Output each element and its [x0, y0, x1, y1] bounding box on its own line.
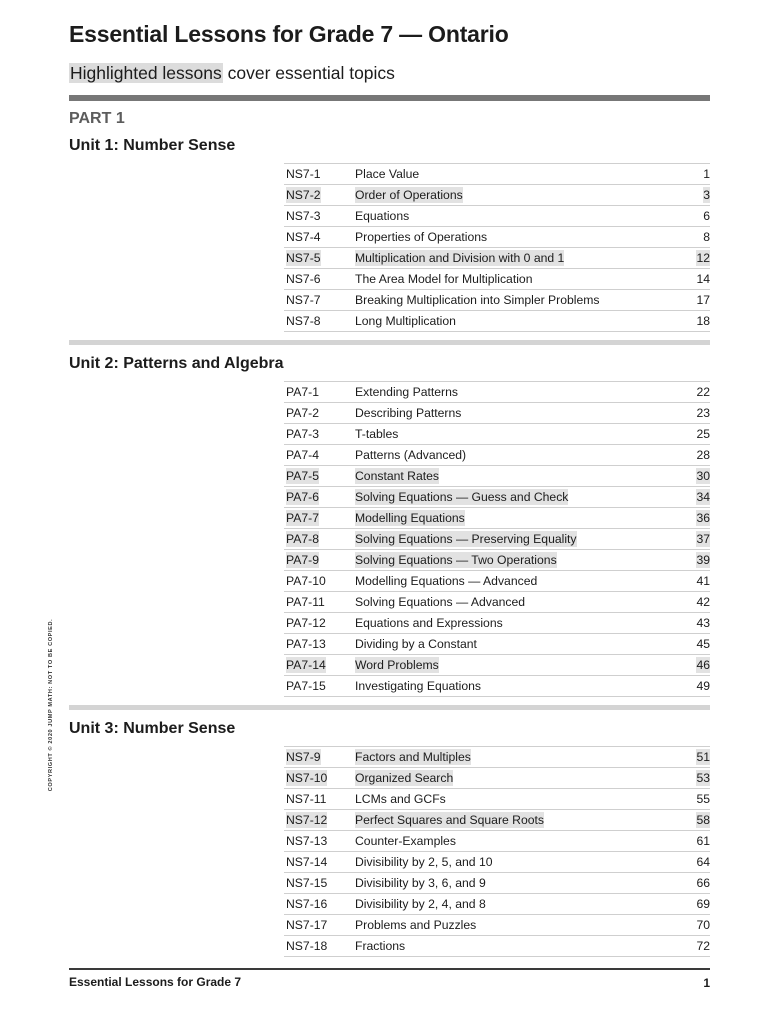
lesson-page-number: 70	[696, 918, 710, 932]
lesson-page-number: 53	[696, 771, 710, 785]
lesson-code: PA7-8	[286, 532, 319, 546]
lesson-page-number: 64	[696, 855, 710, 869]
lesson-page-number: 45	[696, 637, 710, 651]
lesson-row	[284, 747, 710, 768]
lesson-page-number: 37	[696, 532, 710, 546]
footer-divider	[69, 968, 710, 970]
lesson-page-number: 25	[696, 427, 710, 441]
lesson-code: NS7-16	[286, 897, 328, 911]
lesson-row	[284, 613, 710, 634]
lesson-name: Equations and Expressions	[355, 616, 503, 630]
lesson-page-number: 36	[696, 511, 710, 525]
lesson-row	[284, 915, 710, 936]
lesson-name: Fractions	[355, 939, 406, 953]
lesson-code: PA7-1	[286, 385, 319, 399]
lesson-code: NS7-13	[286, 834, 328, 848]
unit-3-title: Unit 3: Number Sense	[69, 720, 236, 737]
lesson-row	[284, 550, 710, 571]
lesson-row	[284, 768, 710, 789]
lesson-name: Long Multiplication	[355, 314, 456, 328]
lesson-code: NS7-4	[286, 230, 321, 244]
lesson-row	[284, 852, 710, 873]
lesson-row	[284, 206, 710, 227]
lesson-page-number: 14	[696, 272, 710, 286]
lesson-row	[284, 810, 710, 831]
lesson-page-number: 69	[696, 897, 710, 911]
lesson-page-number: 61	[696, 834, 710, 848]
lesson-row	[284, 529, 710, 550]
lesson-name: Counter-Examples	[355, 834, 456, 848]
page-title: Essential Lessons for Grade 7 — Ontario	[69, 21, 509, 47]
lesson-name: Patterns (Advanced)	[355, 448, 467, 462]
lesson-page-number: 51	[696, 750, 710, 764]
lesson-code: PA7-12	[286, 616, 326, 630]
lesson-row	[284, 185, 710, 206]
lesson-code: NS7-7	[286, 293, 321, 307]
lesson-row	[284, 164, 710, 185]
lesson-name: Word Problems	[355, 658, 439, 672]
lesson-row	[284, 894, 710, 915]
lesson-name: Multiplication and Division with 0 and 1	[355, 251, 565, 265]
lesson-row	[284, 508, 710, 529]
lesson-row	[284, 655, 710, 676]
lesson-page-number: 72	[696, 939, 710, 953]
lesson-row	[284, 634, 710, 655]
lesson-code: PA7-5	[286, 469, 319, 483]
subtitle-highlighted-text: Highlighted lessons	[70, 63, 222, 83]
lesson-name: Divisibility by 2, 5, and 10	[355, 855, 493, 869]
lesson-row	[284, 248, 710, 269]
lesson-code: NS7-17	[286, 918, 328, 932]
lesson-code: PA7-2	[286, 406, 319, 420]
header-divider	[69, 95, 710, 101]
lesson-row	[284, 466, 710, 487]
lesson-row	[284, 424, 710, 445]
unit-3-lesson-table	[284, 746, 710, 957]
lesson-code: NS7-8	[286, 314, 321, 328]
lesson-code: NS7-6	[286, 272, 321, 286]
lesson-code: PA7-3	[286, 427, 319, 441]
lesson-name: Dividing by a Constant	[355, 637, 477, 651]
lesson-page-number: 17	[696, 293, 710, 307]
footer-page-number: 1	[703, 976, 710, 990]
lesson-name: T-tables	[355, 427, 399, 441]
lesson-name: Describing Patterns	[355, 406, 462, 420]
lesson-name: Problems and Puzzles	[355, 918, 477, 932]
lesson-row	[284, 676, 710, 697]
lesson-page-number: 43	[696, 616, 710, 630]
lesson-page-number: 55	[696, 792, 710, 806]
lesson-row	[284, 571, 710, 592]
lesson-row	[284, 269, 710, 290]
subtitle	[69, 61, 395, 85]
lesson-code: PA7-9	[286, 553, 319, 567]
lesson-name: Factors and Multiples	[355, 750, 471, 764]
lesson-page-number: 49	[696, 679, 710, 693]
lesson-row	[284, 382, 710, 403]
lesson-row	[284, 290, 710, 311]
lesson-name: Extending Patterns	[355, 385, 458, 399]
lesson-row	[284, 311, 710, 332]
lesson-code: NS7-11	[286, 792, 327, 806]
unit-1-divider	[69, 340, 710, 345]
lesson-code: NS7-18	[286, 939, 328, 953]
lesson-code: PA7-13	[286, 637, 326, 651]
lesson-row	[284, 487, 710, 508]
lesson-code: PA7-14	[286, 658, 326, 672]
lesson-name: Divisibility by 2, 4, and 8	[355, 897, 486, 911]
lesson-code: NS7-15	[286, 876, 328, 890]
lesson-page-number: 18	[696, 314, 710, 328]
lesson-page-number: 41	[696, 574, 710, 588]
lesson-code: NS7-12	[286, 813, 328, 827]
lesson-name: Investigating Equations	[355, 679, 482, 693]
lesson-code: PA7-10	[286, 574, 326, 588]
lesson-code: PA7-6	[286, 490, 319, 504]
lesson-code: PA7-15	[286, 679, 326, 693]
lesson-code: NS7-10	[286, 771, 328, 785]
lesson-page-number: 22	[696, 385, 710, 399]
lesson-name: Solving Equations — Two Operations	[355, 553, 557, 567]
lesson-name: Modelling Equations — Advanced	[355, 574, 538, 588]
lesson-name: Perfect Squares and Square Roots	[355, 813, 545, 827]
lesson-name: Properties of Operations	[355, 230, 488, 244]
lesson-page-number: 1	[703, 167, 710, 181]
lesson-row	[284, 592, 710, 613]
lesson-name: Constant Rates	[355, 469, 440, 483]
lesson-row	[284, 831, 710, 852]
lesson-page-number: 66	[696, 876, 710, 890]
copyright-text: COPYRIGHT © 2020 JUMP MATH: NOT TO BE COPIED.	[48, 618, 54, 792]
lesson-name: LCMs and GCFs	[355, 792, 446, 806]
lesson-code: PA7-4	[286, 448, 319, 462]
lesson-page-number: 46	[696, 658, 710, 672]
lesson-page-number: 58	[696, 813, 710, 827]
unit-2-divider	[69, 705, 710, 710]
lesson-code: NS7-1	[286, 167, 321, 181]
lesson-row	[284, 936, 710, 957]
lesson-code: PA7-11	[286, 595, 325, 609]
lesson-code: NS7-14	[286, 855, 328, 869]
footer-title: Essential Lessons for Grade 7	[69, 975, 242, 989]
lesson-code: NS7-2	[286, 188, 321, 202]
lesson-page-number: 30	[696, 469, 710, 483]
lesson-name: Solving Equations — Preserving Equality	[355, 532, 577, 546]
lesson-name: Equations	[355, 209, 410, 223]
lesson-page-number: 23	[696, 406, 710, 420]
lesson-page-number: 42	[696, 595, 710, 609]
lesson-name: Divisibility by 3, 6, and 9	[355, 876, 486, 890]
lesson-page-number: 34	[696, 490, 710, 504]
lesson-name: The Area Model for Multiplication	[355, 272, 533, 286]
lesson-row	[284, 403, 710, 424]
unit-1-lesson-table	[284, 163, 710, 332]
lesson-page-number: 3	[703, 188, 710, 202]
lesson-name: Place Value	[355, 167, 420, 181]
lesson-name: Order of Operations	[355, 188, 463, 202]
lesson-code: PA7-7	[286, 511, 319, 525]
lesson-row	[284, 789, 710, 810]
unit-2-title: Unit 2: Patterns and Algebra	[69, 355, 284, 372]
lesson-name: Solving Equations — Guess and Check	[355, 490, 569, 504]
lesson-name: Organized Search	[355, 771, 454, 785]
lesson-name: Solving Equations — Advanced	[355, 595, 526, 609]
lesson-code: NS7-3	[286, 209, 321, 223]
lesson-row	[284, 445, 710, 466]
lesson-row	[284, 873, 710, 894]
lesson-page-number: 8	[703, 230, 710, 244]
lesson-name: Breaking Multiplication into Simpler Problems	[355, 293, 600, 307]
unit-2-lesson-table	[284, 381, 710, 697]
lesson-page-number: 12	[696, 251, 710, 265]
lesson-row	[284, 227, 710, 248]
subtitle-text: cover essential topics	[222, 63, 395, 83]
unit-1-title: Unit 1: Number Sense	[69, 137, 236, 154]
lesson-code: NS7-5	[286, 251, 321, 265]
lesson-name: Modelling Equations	[355, 511, 465, 525]
lesson-page-number: 39	[696, 553, 710, 567]
part-label: PART 1	[69, 110, 125, 127]
lesson-page-number: 6	[703, 209, 710, 223]
lesson-code: NS7-9	[286, 750, 321, 764]
lesson-page-number: 28	[696, 448, 710, 462]
